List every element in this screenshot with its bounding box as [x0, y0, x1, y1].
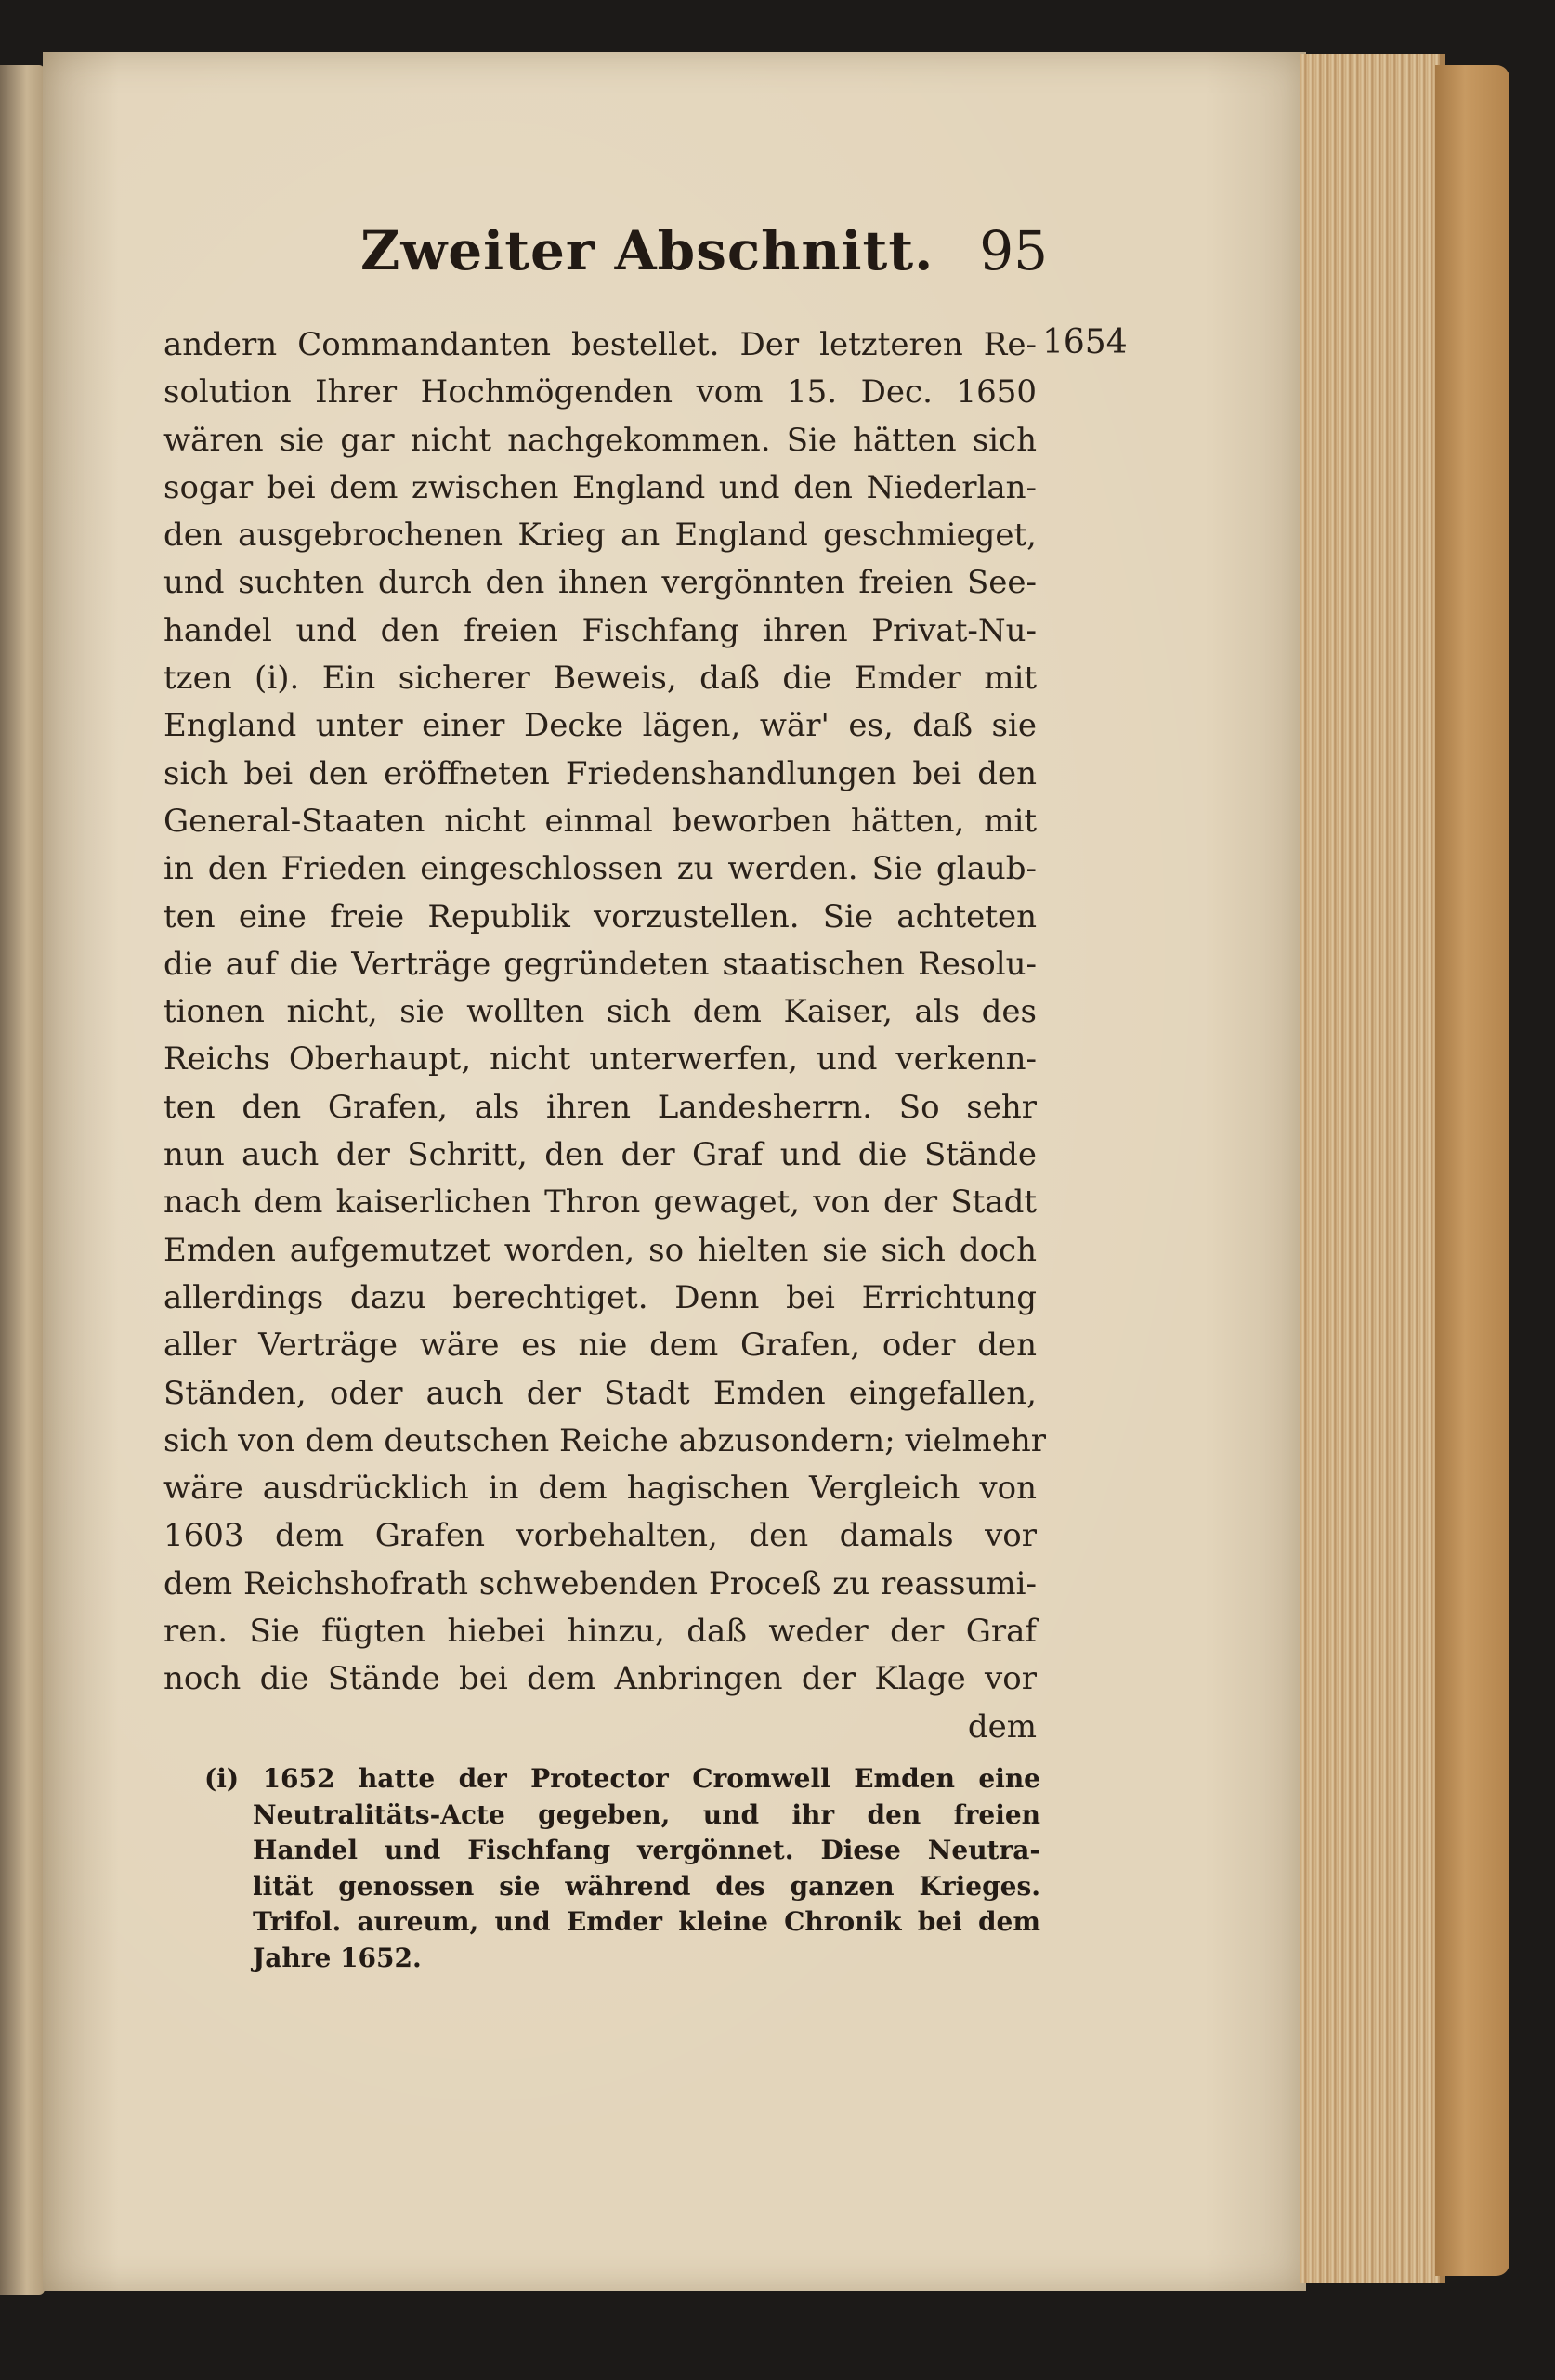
text-line: tionen nicht, sie wollten sich dem Kaiser, als des: [163, 993, 1037, 1031]
text-line: 1603 dem Grafen vorbehalten, den damals vor: [163, 1517, 1037, 1555]
text-line: ten den Grafen, als ihren Landesherrn. So sehr: [163, 1088, 1037, 1126]
text-line: England unter einer Decke lägen, wär' es, daß sie: [163, 707, 1037, 745]
footnote-line: (i) 1652 hatte der Protector Cromwell Emden eine: [204, 1763, 1040, 1794]
text-line: handel und den freien Fischfang ihren Privat-Nu-: [163, 611, 1037, 649]
text-line: sogar bei dem zwischen England und den Niederlan-: [163, 468, 1037, 506]
text-line: aller Verträge wäre es nie dem Grafen, oder den: [163, 1327, 1037, 1365]
footnote-line: Neutralitäts-Acte gegeben, und ihr den freien: [253, 1798, 1040, 1830]
text-line: solution Ihrer Hochmögenden vom 15. Dec. 1650: [163, 373, 1037, 412]
text-line: tzen (i). Ein sicherer Beweis, daß die Emder mit: [163, 660, 1037, 698]
text-line: Ständen, oder auch der Stadt Emden eingefallen,: [163, 1374, 1037, 1412]
text-line: den ausgebrochenen Krieg an England geschmieget,: [163, 517, 1037, 555]
text-line: ten eine freie Republik vorzustellen. Sie achteten: [163, 897, 1037, 935]
text-line: die auf die Verträge gegründeten staatischen Resolu-: [163, 945, 1037, 983]
text-line: wären sie gar nicht nachgekommen. Sie hätten sich: [163, 421, 1037, 459]
facing-page-edge: [0, 65, 45, 2295]
running-head: [360, 219, 1048, 294]
text-line: nun auch der Schritt, den der Graf und die Stände: [163, 1136, 1037, 1174]
body-text: [163, 321, 1047, 1751]
text-line: Reichs Oberhaupt, nicht unterwerfen, und verkenn-: [163, 1040, 1037, 1079]
catchword: dem: [967, 1707, 1037, 1746]
margin-year-note: 1654: [1042, 323, 1128, 361]
page-block-edges: [1300, 54, 1445, 2283]
text-line: allerdings dazu berechtiget. Denn bei Errichtung: [163, 1278, 1037, 1316]
text-line: General-Staaten nicht einmal beworben hätten, mit: [163, 802, 1037, 840]
book-cover-edge: [1435, 65, 1509, 2276]
footnote-line: Trifol. aureum, und Emder kleine Chronik bei dem: [253, 1906, 1040, 1937]
footnote-line: lität genossen sie während des ganzen Krieges.: [253, 1870, 1040, 1902]
footnote: [204, 1761, 1040, 1976]
text-line: dem Reichshofrath schwebenden Proceß zu reassumi-: [163, 1564, 1037, 1602]
text-line: noch die Stände bei dem Anbringen der Klage vor: [163, 1660, 1037, 1698]
text-line: ren. Sie fügten hiebei hinzu, daß weder der Graf: [163, 1613, 1037, 1651]
page-number: 95: [979, 219, 1048, 282]
footnote-line: Handel und Fischfang vergönnet. Diese Neutra-: [253, 1835, 1040, 1865]
text-line: in den Frieden eingeschlossen zu werden. Sie glaub-: [163, 850, 1037, 888]
text-line: Emden aufgemutzet worden, so hielten sie sich doch: [163, 1231, 1037, 1269]
text-line: wäre ausdrücklich in dem hagischen Vergleich von: [163, 1470, 1037, 1508]
text-line: andern Commandanten bestellet. Der letzteren Re-: [163, 326, 1037, 363]
footnote-line: Jahre 1652.: [253, 1942, 422, 1973]
text-line: und suchten durch den ihnen vergönnten freien See-: [163, 564, 1037, 602]
text-line: sich bei den eröffneten Friedenshandlungen bei den: [163, 754, 1037, 792]
chapter-title: Zweiter Abschnitt.: [360, 219, 934, 282]
text-line: sich von dem deutschen Reiche abzusondern; vielmehr: [163, 1421, 1047, 1459]
text-line: nach dem kaiserlichen Thron gewaget, von der Stadt: [163, 1183, 1037, 1222]
